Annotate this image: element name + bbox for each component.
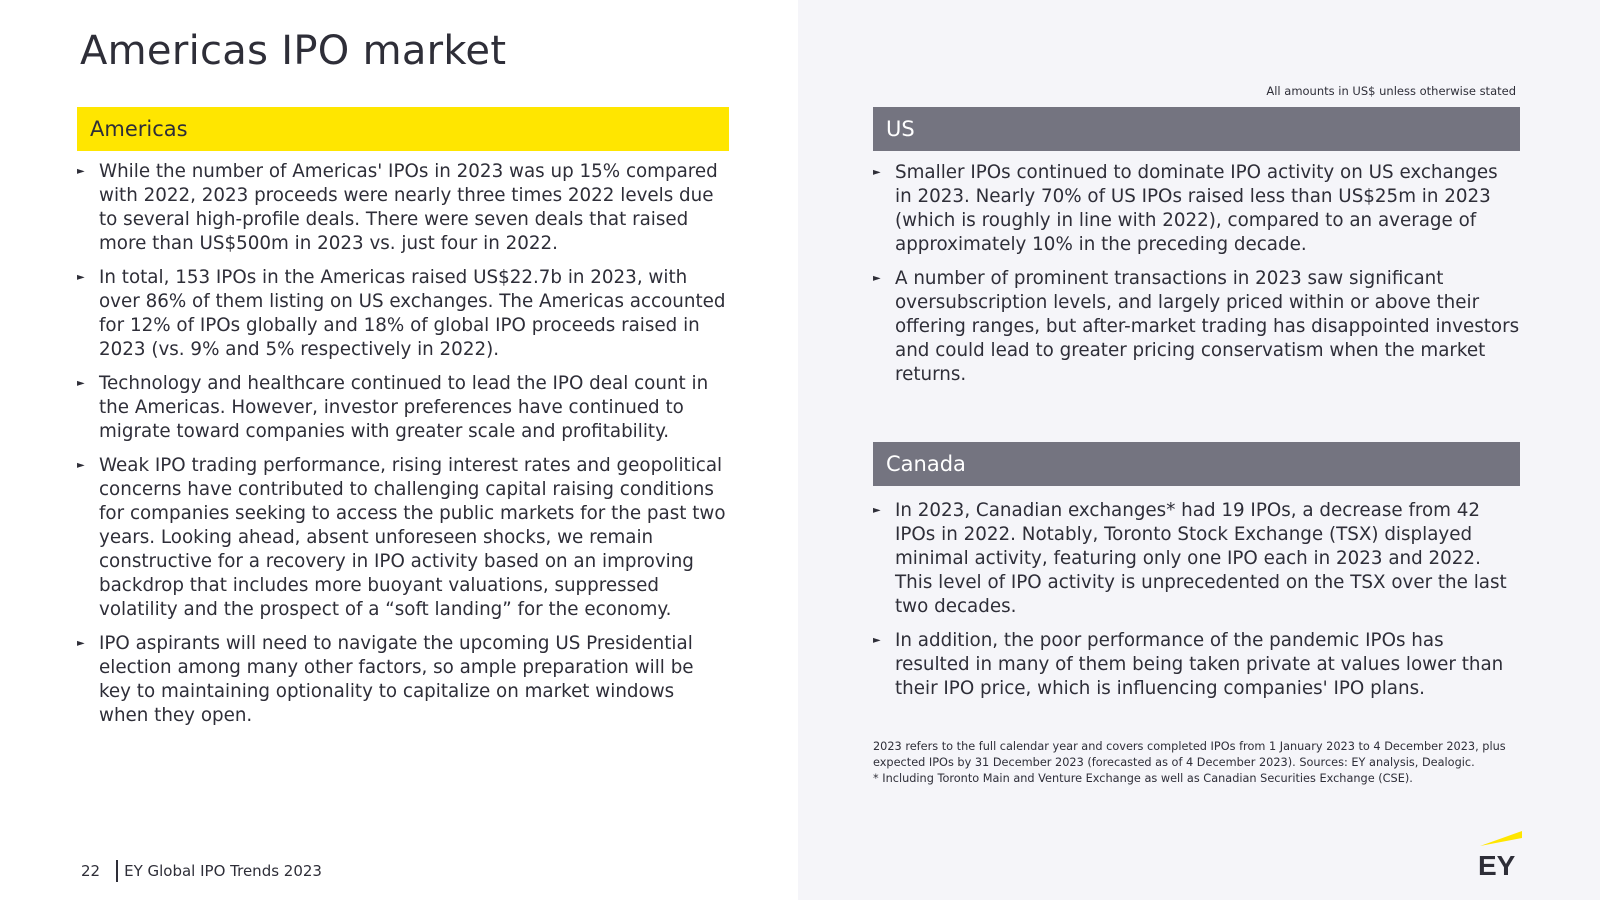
triangle-bullet-icon: ►: [77, 638, 85, 649]
page-number: 22: [81, 862, 101, 880]
section-heading-canada: Canada: [873, 442, 1520, 486]
bullet-item: [77, 266, 729, 362]
bullet-text: Smaller IPOs continued to dominate IPO activity on US exchanges in 2023. Nearly 70% of US IPOs raised less than US$25m in 2023 (which is roughly in line with 2022), compared to an average of approximately 10% in the preceding decade.: [895, 162, 1498, 255]
bullet-item: [873, 499, 1520, 619]
ey-logo: [1478, 831, 1522, 877]
triangle-bullet-icon: ►: [77, 166, 85, 177]
bullet-item: [873, 161, 1520, 257]
bullet-item: [77, 632, 729, 728]
americas-bullet-list: [77, 160, 729, 738]
bullet-item: [873, 629, 1520, 701]
bullet-item: [77, 454, 729, 622]
bullet-text: While the number of Americas' IPOs in 2023 was up 15% compared with 2022, 2023 proceeds were nearly three times 2022 levels due to several high-profile deals. There were seven deals that raised more than US$500m in 2023 vs. just four in 2022.: [99, 161, 718, 254]
ey-logo-text: EY: [1478, 850, 1516, 877]
bullet-text: Weak IPO trading performance, rising interest rates and geopolitical concerns have contributed to challenging capital raising conditions for companies seeking to access the public markets for the past two years. Looking ahead, absent unforeseen shocks, we remain constructive for a recovery in IPO activity based on an improving backdrop that includes more buoyant valuations, suppressed volatility and the prospect of a “soft landing” for the economy.: [99, 455, 726, 620]
triangle-bullet-icon: ►: [77, 272, 85, 283]
triangle-bullet-icon: ►: [873, 167, 881, 178]
footnotes: [873, 739, 1520, 787]
triangle-bullet-icon: ►: [77, 460, 85, 471]
bullet-text: In 2023, Canadian exchanges* had 19 IPOs, a decrease from 42 IPOs in 2022. Notably, Toronto Stock Exchange (TSX) displayed minimal activity, featuring only one IPO each in 2023 and 2022. This level of IPO activity is unprecedented on the TSX over the last two decades.: [895, 500, 1507, 617]
page-title: Americas IPO market: [80, 28, 507, 74]
footer-divider: [116, 860, 118, 882]
currency-note: All amounts in US$ unless otherwise stated: [1266, 84, 1516, 98]
bullet-text: In total, 153 IPOs in the Americas raised US$22.7b in 2023, with over 86% of them listing on US exchanges. The Americas accounted for 12% of IPOs globally and 18% of global IPO proceeds raised in 2023 (vs. 9% and 5% respectively in 2022).: [99, 267, 726, 360]
section-heading-americas: Americas: [77, 107, 729, 151]
bullet-item: [873, 267, 1520, 387]
page-footer: [81, 860, 322, 882]
triangle-bullet-icon: ►: [77, 378, 85, 389]
us-bullet-list: [873, 161, 1520, 397]
bullet-text: IPO aspirants will need to navigate the upcoming US Presidential election among many other factors, so ample preparation will be key to maintaining optionality to capitalize on market windows when they open.: [99, 633, 694, 726]
triangle-bullet-icon: ►: [873, 635, 881, 646]
canada-bullet-list: [873, 499, 1520, 711]
bullet-item: [77, 160, 729, 256]
triangle-bullet-icon: ►: [873, 273, 881, 284]
footnote-exchanges: * Including Toronto Main and Venture Exchange as well as Canadian Securities Exchange (CSE).: [873, 772, 1413, 785]
bullet-item: [77, 372, 729, 444]
publication-title: EY Global IPO Trends 2023: [124, 862, 322, 880]
triangle-bullet-icon: ►: [873, 505, 881, 516]
footnote-sources: 2023 refers to the full calendar year and covers completed IPOs from 1 January 2023 to 4 December 2023, plus expected IPOs by 31 December 2023 (forecasted as of 4 December 2023). Sources: EY analysis, Dealogic.: [873, 740, 1506, 769]
ey-logo-beam: [1480, 831, 1522, 846]
bullet-text: In addition, the poor performance of the pandemic IPOs has resulted in many of them being taken private at values lower than their IPO price, which is influencing companies' IPO plans.: [895, 630, 1504, 699]
section-heading-us: US: [873, 107, 1520, 151]
bullet-text: A number of prominent transactions in 2023 saw significant oversubscription levels, and largely priced within or above their offering ranges, but after-market trading has disappointed investors and could lead to greater pricing conservatism when the market returns.: [895, 268, 1520, 385]
bullet-text: Technology and healthcare continued to lead the IPO deal count in the Americas. However, investor preferences have continued to migrate toward companies with greater scale and profitability.: [99, 373, 709, 442]
